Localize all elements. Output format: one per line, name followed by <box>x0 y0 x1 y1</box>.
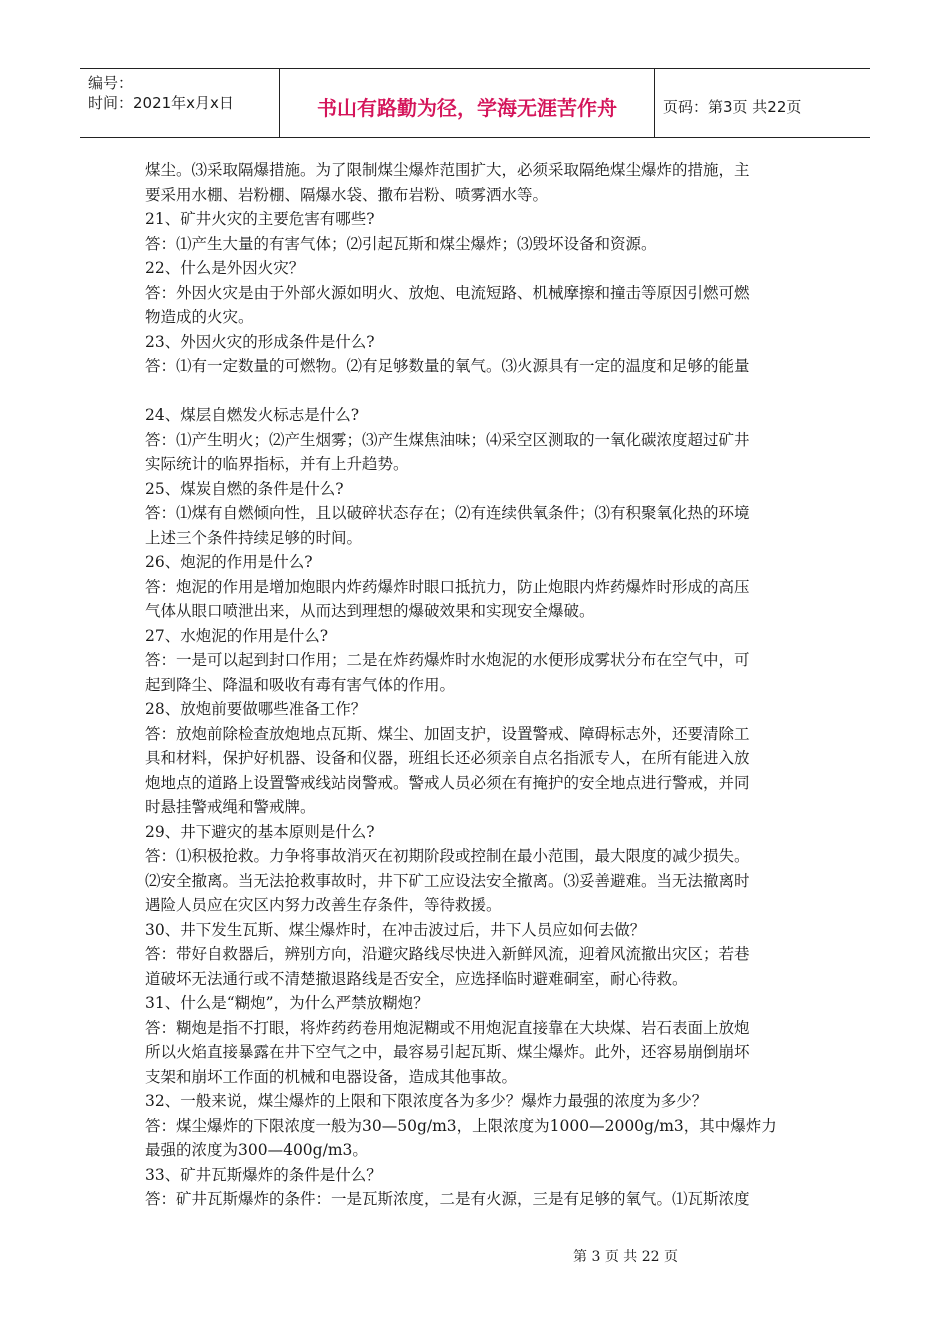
text-line: 27、水炮泥的作用是什么? <box>145 626 329 645</box>
text-line: 物造成的火灾。 <box>145 308 254 326</box>
text-line: 答：⑴产生明火；⑵产生烟雾；⑶产生煤焦油味；⑷采空区测取的一氧化碳浓度超过矿井 <box>145 430 750 449</box>
text-line: 气体从眼口喷泄出来，从而达到理想的爆破效果和实现安全爆破。 <box>145 602 595 620</box>
text-line: 25、煤炭自燃的条件是什么? <box>145 479 344 498</box>
text-line: 起到降尘、降温和吸收有毒有害气体的作用。 <box>145 675 456 694</box>
text-line: 遇险人员应在灾区内努力改善生存条件，等待救援。 <box>145 896 502 914</box>
header-page-info <box>655 69 870 137</box>
text-line: 煤尘。⑶采取隔爆措施。为了限制煤尘爆炸范围扩大，必须采取隔绝煤尘爆炸的措施，主 <box>145 161 750 179</box>
text-line: 时悬挂警戒绳和警戒牌。 <box>145 798 316 816</box>
text-line: 答：⑴煤有自燃倾向性，且以破碎状态存在；⑵有连续供氧条件；⑶有积聚氧化热的环境 <box>145 504 750 522</box>
text-line: 26、炮泥的作用是什么? <box>145 553 313 571</box>
text-line: 实际统计的临界指标，并有上升趋势。 <box>145 455 409 473</box>
document-body <box>145 158 810 1212</box>
text-line: 答：⑴产生大量的有害气体；⑵引起瓦斯和煤尘爆炸；⑶毁坏设备和资源。 <box>145 234 657 253</box>
text-line: 29、井下避灾的基本原则是什么? <box>145 822 375 841</box>
text-line: 31、什么是“糊炮”，为什么严禁放糊炮？ <box>145 994 429 1012</box>
text-line: 28、放炮前要做哪些准备工作？ <box>145 700 367 718</box>
text-line: 答：矿井瓦斯爆炸的条件：一是瓦斯浓度，二是有火源，三是有足够的氧气。⑴瓦斯浓度 <box>145 1190 750 1208</box>
document-date: 时间：2021年x月x日 <box>88 94 234 112</box>
page-footer <box>0 1246 950 1266</box>
text-line: 30、井下发生瓦斯、煤尘爆炸时，在冲击波过后，井下人员应如何去做？ <box>145 920 646 939</box>
text-line: 支架和崩坏工作面的机械和电器设备，造成其他事故。 <box>145 1067 518 1086</box>
text-line: 所以火焰直接暴露在井下空气之中，最容易引起瓦斯、煤尘爆炸。此外，还容易崩倒崩坏 <box>145 1043 750 1061</box>
text-line: 答：外因火灾是由于外部火源如明火、放炮、电流短路、机械摩擦和撞击等原因引燃可燃 <box>145 283 750 302</box>
page-info-text: 页码：第3页 共22页 <box>663 97 802 116</box>
motto-text: 书山有路勤为径，学海无涯苦作舟 <box>317 95 617 120</box>
document-number-label: 编号： <box>88 74 134 92</box>
text-line: ⑵安全撤离。当无法抢救事故时，井下矿工应设法安全撤离。⑶妥善避难。当无法撤离时 <box>145 871 750 890</box>
text-line: 23、外因火灾的形成条件是什么? <box>145 332 375 351</box>
text-line: 21、矿井火灾的主要危害有哪些? <box>145 210 375 228</box>
text-line: 具和材料，保护好机器、设备和仪器，班组长还必须亲自点名指派专人，在所有能进入放 <box>145 749 750 767</box>
text-line: 答：⑴积极抢救。力争将事故消灭在初期阶段或控制在最小范围，最大限度的减少损失。 <box>145 847 750 865</box>
text-line: 要采用水棚、岩粉棚、隔爆水袋、撒布岩粉、喷雾洒水等。 <box>145 185 549 204</box>
text-line: 32、一般来说，煤尘爆炸的上限和下限浓度各为多少？爆炸力最强的浓度为多少？ <box>145 1092 708 1110</box>
page-header <box>80 68 870 138</box>
header-meta <box>80 69 280 137</box>
text-line: 答：糊炮是指不打眼，将炸药药卷用炮泥糊或不用炮泥直接靠在大块煤、岩石表面上放炮 <box>145 1018 750 1037</box>
text-line: 答：放炮前除检查放炮地点瓦斯、煤尘、加固支护，设置警戒、障碍标志外，还要清除工 <box>145 724 750 743</box>
text-line: 答：煤尘爆炸的下限浓度一般为30—50g/m3，上限浓度为1000—2000g/m3，其中爆炸力 <box>145 1116 777 1135</box>
text-line: 答：带好自救器后，辨别方向，沿避灾路线尽快进入新鲜风流，迎着风流撤出灾区；若巷 <box>145 945 750 963</box>
text-line: 炮地点的道路上设置警戒线站岗警戒。警戒人员必须在有掩护的安全地点进行警戒，并同 <box>145 773 750 792</box>
header-motto <box>280 69 655 137</box>
text-line: 答：炮泥的作用是增加炮眼内炸药爆炸时眼口抵抗力，防止炮眼内炸药爆炸时形成的高压 <box>145 577 750 596</box>
text-line: 24、煤层自燃发火标志是什么? <box>145 406 360 424</box>
text-line: 33、矿井瓦斯爆炸的条件是什么？ <box>145 1165 382 1184</box>
text-line: 答：⑴有一定数量的可燃物。⑵有足够数量的氧气。⑶火源具有一定的温度和足够的能量 <box>145 357 750 375</box>
text-line: 最强的浓度为300—400g/m3。 <box>145 1141 368 1159</box>
text-line: 道破坏无法通行或不清楚撤退路线是否安全，应选择临时避难硐室，耐心待救。 <box>145 969 688 988</box>
text-line <box>145 379 810 404</box>
text-line: 22、什么是外因火灾？ <box>145 259 305 277</box>
text-line: 上述三个条件持续足够的时间。 <box>145 528 363 547</box>
text-line: 答：一是可以起到封口作用；二是在炸药爆炸时水炮泥的水便形成雾状分布在空气中，可 <box>145 651 750 669</box>
footer-page-number: 第 3 页 共 22 页 <box>573 1249 678 1265</box>
